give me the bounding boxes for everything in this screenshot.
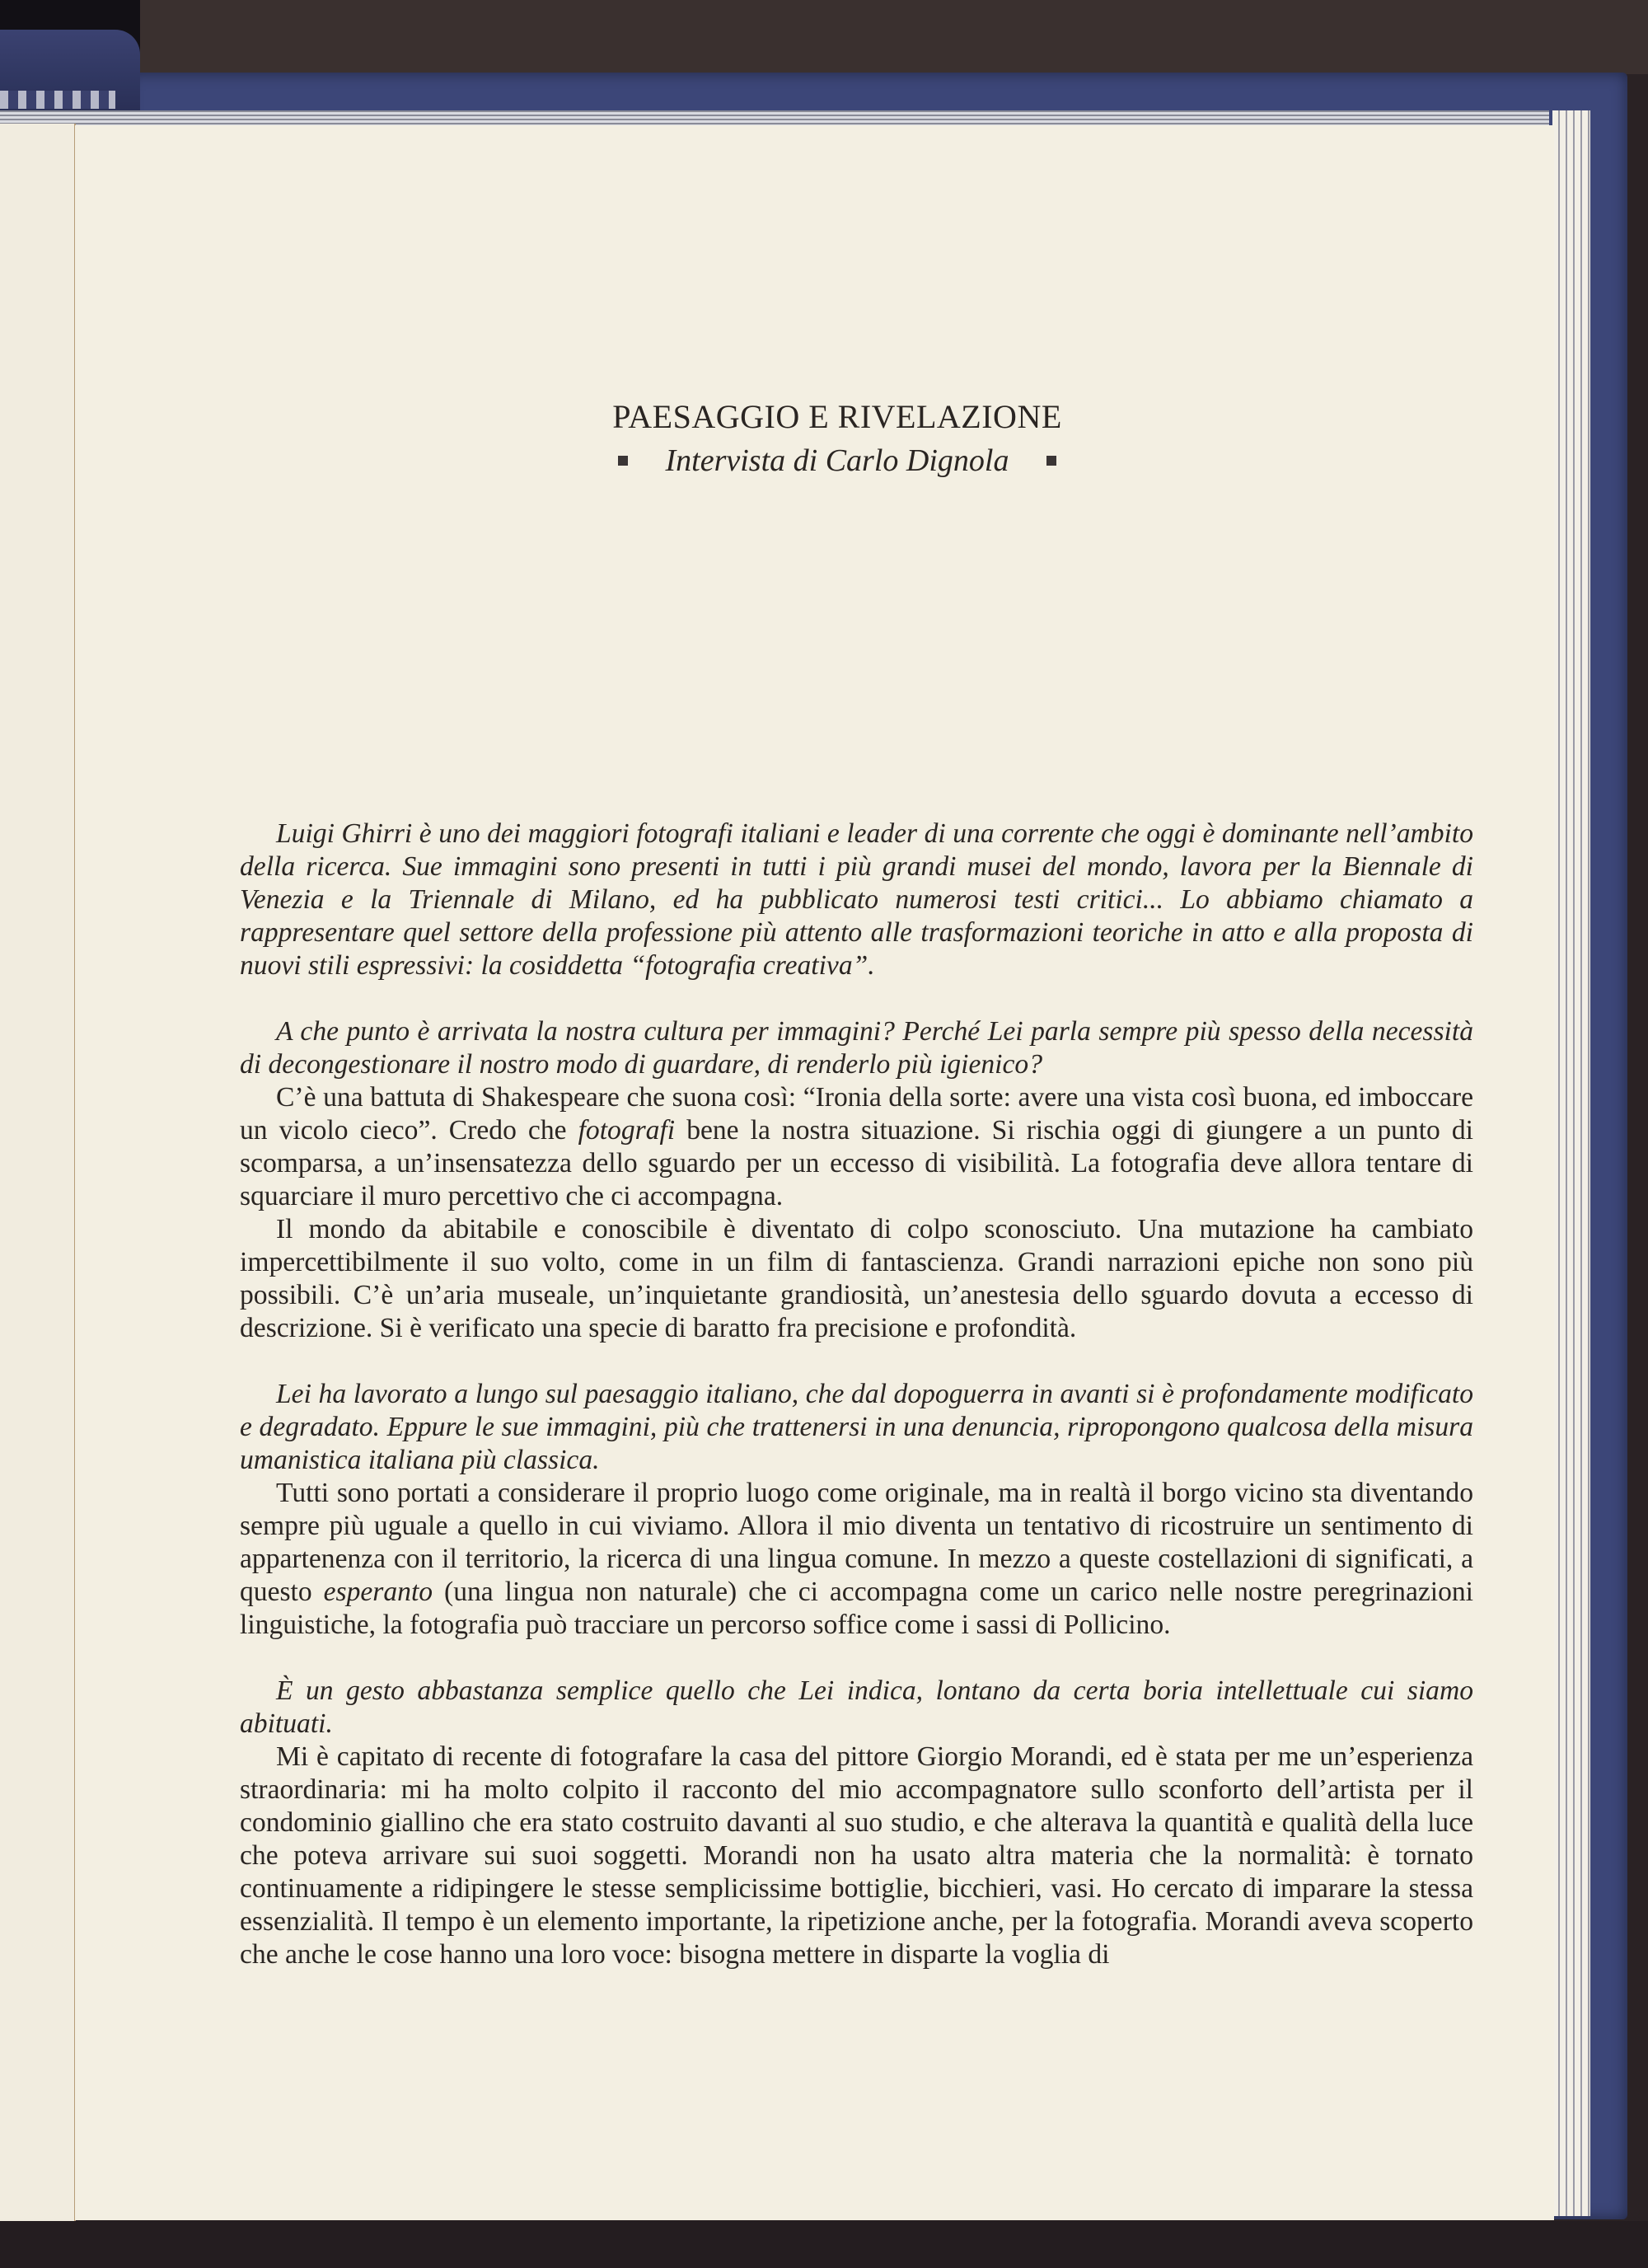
article-body bbox=[240, 818, 1473, 1971]
article-title: PAESAGGIO E RIVELAZIONE bbox=[612, 398, 1062, 435]
answer-2-paragraph-1 bbox=[240, 1477, 1473, 1642]
answer-3-paragraph-1: Mi è capitato di recente di fotografare la casa del pittore Giorgio Morandi, ed è stata per me un’esperienza straordinaria: mi ha molto colpito il racconto del mio accompagnatore sullo sconforto dell’artista per il condominio giallino che era stato costruito davanti al suo studio, e che alterava la quantità e qualità della luce che poteva arrivare sui suoi soggetti. Morandi non ha usato altra materia che la normalità: è tornato continuamente a ridipingere le stesse semplicissime bottiglie, bicchieri, vasi. Ho cercato di imparare la stessa essenzialità. Il tempo è un elemento importante, la ripetizione anche, per la fotografia. Morandi aveva scoperto che anche le cose hanno una loro voce: bisogna mettere in disparte la voglia di bbox=[240, 1741, 1473, 1970]
answer-text: Tutti sono portati a considerare il proprio luogo come originale, ma in realtà il borgo vicino sta diventando sempre più uguale a quello in cui viviamo. Allora il mio diventa un tentativo di ricostruire un sentimento di appartenenza con il territorio, la ricerca di una lingua comune. In mezzo a queste costellazioni di significati, a questo bbox=[240, 1478, 1473, 1607]
answer-emphasis: esperanto bbox=[323, 1577, 433, 1607]
square-bullet-icon bbox=[618, 456, 628, 466]
answer-1-paragraph-1 bbox=[240, 1081, 1473, 1213]
answer-text: (una lingua non naturale) che ci accompagna come un carico nelle nostre peregrinazioni linguistiche, la fotografia può tracciare un percorso soffice come i sassi di Pollicino. bbox=[240, 1577, 1473, 1640]
intro-paragraph: Luigi Ghirri è uno dei maggiori fotografi italiani e leader di una corrente che oggi è dominante nell’ambito della ricerca. Sue immagini sono presenti in tutti i più grandi musei del mondo, lavora per la Biennale di Venezia e la Triennale di Milano, ed ha pubblicato numerosi testi critici... Lo abbiamo chiamato a rappresentare quel settore della professione più attento alle trasformazioni teoriche in atto e alla proposta di nuovi stili espressivi: la cosiddetta “fotografia creativa”. bbox=[240, 818, 1473, 981]
background-bottom bbox=[0, 2221, 1648, 2268]
answer-1-paragraph-2: Il mondo da abitabile e conoscibile è diventato di colpo sconosciuto. Una mutazione ha cambiato impercettibilmente il suo volto, come in un film di fantascienza. Grandi narrazioni epiche non sono più possibili. C’è un’aria museale, un’inquietante grandiosità, un’anestesia dello sguardo dovuta a eccesso di descrizione. Si è verificato una specie di baratto fra precisione e profondità. bbox=[240, 1214, 1473, 1343]
question-3: È un gesto abbastanza semplice quello che Lei indica, lontano da certa boria intellettuale cui siamo abituati. bbox=[240, 1675, 1473, 1739]
square-bullet-icon bbox=[1046, 456, 1056, 466]
page-stack-fore-edge bbox=[1552, 110, 1590, 2216]
question-2: Lei ha lavorato a lungo sul paesaggio italiano, che dal dopoguerra in avanti si è profondamente modificato e degradato. Eppure le sue immagini, più che trattenersi in una denuncia, ripropongono qualcosa della misura umanistica italiana più classica. bbox=[240, 1379, 1473, 1475]
answer-text: bene la nostra situazione. Si rischia oggi di giungere a un punto di scomparsa, a un’insensatezza dello sguardo per un eccesso di visibilità. La fotografia deve allora tentare di squarciare il muro percettivo che ci accompagna. bbox=[240, 1115, 1473, 1211]
left-page-sliver bbox=[0, 124, 76, 2233]
article-header bbox=[75, 397, 1554, 479]
question-1: A che punto è arrivata la nostra cultura per immagini? Perché Lei parla sempre più spesso della necessità di decongestionare il nostro modo di guardare, di renderlo più igienico? bbox=[240, 1016, 1473, 1080]
article-byline: Intervista di Carlo Dignola bbox=[665, 443, 1009, 478]
background-surface bbox=[140, 0, 1648, 74]
right-page bbox=[75, 125, 1554, 2220]
headband bbox=[0, 91, 115, 109]
byline-row bbox=[120, 443, 1554, 479]
answer-emphasis: fotografi bbox=[578, 1115, 676, 1146]
answer-text: C’è una battuta di Shakespeare che suona così: “Ironia della sorte: avere una vista così buona, ed imboccare un vicolo cieco”. Credo che bbox=[240, 1082, 1473, 1146]
